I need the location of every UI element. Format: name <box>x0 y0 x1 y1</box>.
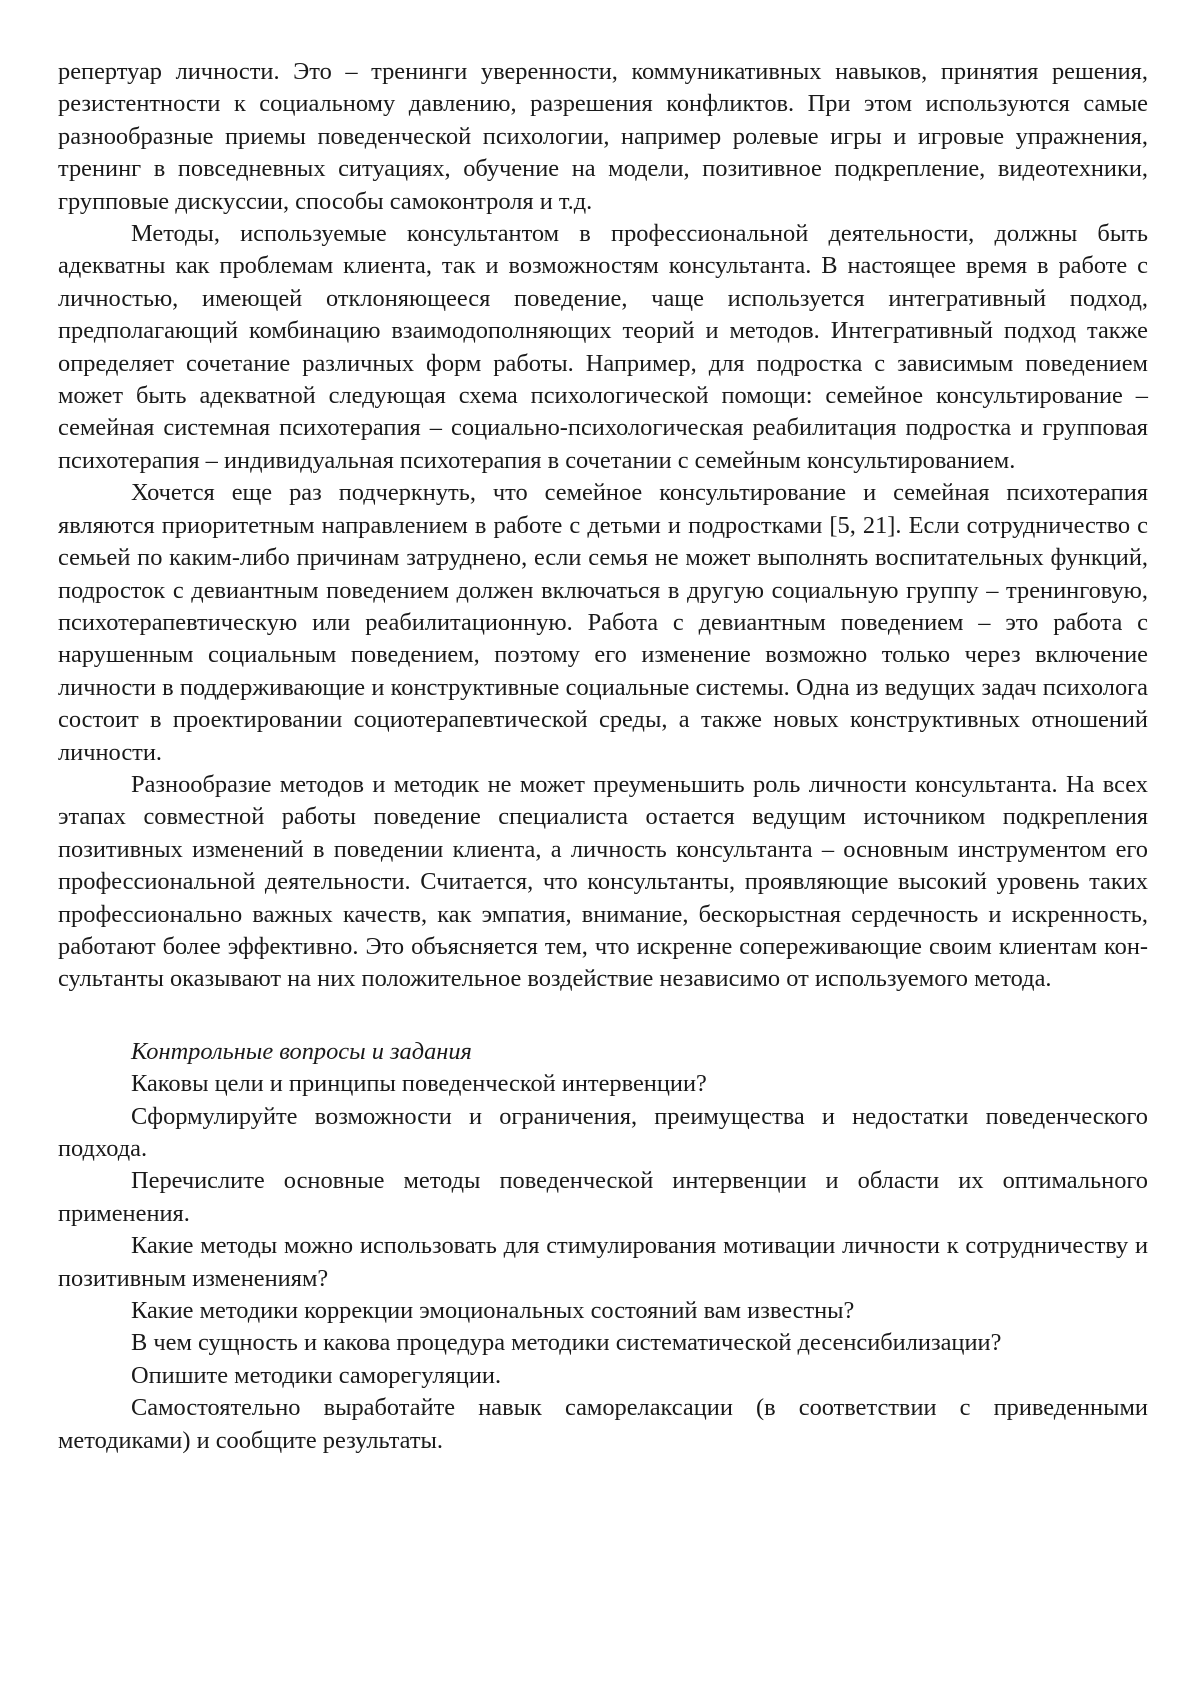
paragraph-continuation: репертуар личности. Это – тренинги уверенности, коммуникативных навыков, принятия решения, резистентности к социальному давлению, разрешения конфликтов. При этом используются самые разнообразные приемы поведенческой психологии, например ролевые игры и игровые упражнения, тренинг в повседневных ситуациях, обучение на модели, позитивное подкрепление, видеотехники, групповые дискуссии, способы самоконтроля и т.д. <box>58 58 1148 215</box>
document-page <box>58 56 1148 1457</box>
paragraph-consultant-personality: Разнообразие методов и методик не может преуменьшить роль личности консультанта. На всех этапах совместной работы поведение специалиста остается ведущим источником подкрепления позитивных изменений в поведении клиента, а личность консультанта – основным инструментом его профессиональной деятельности. Считается, что консультанты, проявляющие высокий уровень таких профессионально важных качеств, как эмпатия, внимание, бескорыстная сердечность и искренность, работают более эффективно. Это объясняется тем, что искренне сопереживающие своим клиентам консультанты оказывают на них положительное воздействие независимо от используемого метода. <box>58 770 1148 993</box>
question-item: Какие методы можно использовать для стимулирования мотивации личности к сотрудничеству и позитивным изменениям? <box>58 1232 1148 1292</box>
paragraph-family-counseling: Хочется еще раз подчеркнуть, что семейное консультирование и семейная психотерапия являются приоритетным направлением в работе с детьми и подростками [5, 21]. Если сотрудничество с семьей по каким-либо причинам затруднено, если семья не может выполнять воспитательных функций, подросток с девиантным поведением должен включаться в другую социальную группу – тренинговую, психотерапевтическую или реабилитационную. Работа с девиантным поведением – это работа с нарушенным социальным поведением, поэтому его изменение возможно только через включение личности в поддерживающие и конструктивные социальные системы. Одна из ведущих задач психолога состоит в проектировании социотерапевтической среды, а также новых конструктивных отношений личности. <box>58 479 1148 766</box>
question-item: Самостоятельно выработайте навык саморелаксации (в соответствии с приведенными методиками) и сообщите результаты. <box>58 1394 1148 1454</box>
question-item: В чем сущность и какова процедура методики систематической десенсибилизации? <box>131 1329 1002 1357</box>
question-item: Какие методики коррекции эмоциональных состояний вам известны? <box>131 1297 855 1325</box>
paragraph-methods: Методы, используемые консультантом в профессиональной деятельности, должны быть адекватны как проблемам клиента, так и возможностям консультанта. В настоящее время в работе с личностью, имеющей отклоняющееся поведение, чаще используется интегративный подход, предполагающий комбинацию взаимодополняющих теорий и методов. Интегративный подход также определяет сочетание различных форм работы. Например, для подростка с зависимым поведением может быть адекватной следующая схема психологической помощи: семейное консультирование – семейная системная психотерапия – социально-психологическая реабилитация подростка и групповая психотерапия – индивидуальная психотерапия в сочетании с семейным консультированием. <box>58 220 1148 474</box>
question-item: Перечислите основные методы поведенческой интервенции и области их оптимального применения. <box>58 1167 1148 1227</box>
section-spacer <box>58 996 1148 1036</box>
question-item: Сформулируйте возможности и ограничения, преимущества и недостатки поведенческого подхода. <box>58 1102 1148 1162</box>
question-item: Опишите методики саморегуляции. <box>131 1361 502 1389</box>
question-item: Каковы цели и принципы поведенческой интервенции? <box>131 1070 707 1098</box>
questions-heading: Контрольные вопросы и задания <box>131 1037 472 1065</box>
